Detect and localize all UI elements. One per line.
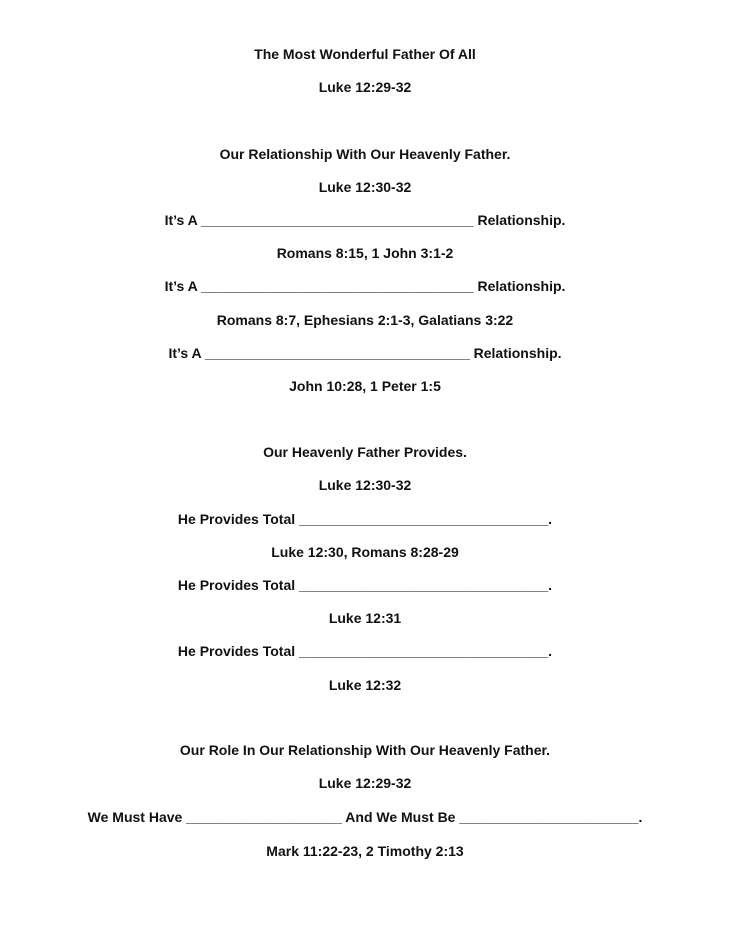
section2-reference: Luke 12:30-32 bbox=[318, 477, 412, 493]
section2-blank3: He Provides Total ________________________________. bbox=[177, 643, 553, 659]
section1-reference: Luke 12:30-32 bbox=[318, 179, 412, 195]
section1-blank1: It’s A ___________________________________ Relationship. bbox=[164, 212, 566, 228]
section2-ref3: Luke 12:32 bbox=[328, 677, 402, 693]
section1-blank3: It’s A __________________________________ Relationship. bbox=[168, 345, 562, 361]
section3-blank1: We Must Have ____________________ And We Must Be _______________________. bbox=[87, 809, 643, 825]
section2-ref1: Luke 12:30, Romans 8:28-29 bbox=[271, 544, 459, 560]
section3-heading: Our Role In Our Relationship With Our Heavenly Father. bbox=[179, 742, 551, 758]
section3-ref1: Mark 11:22-23, 2 Timothy 2:13 bbox=[266, 843, 464, 859]
section1-heading: Our Relationship With Our Heavenly Father. bbox=[219, 146, 511, 162]
section1-blank2: It’s A ___________________________________ Relationship. bbox=[164, 278, 566, 294]
section2-heading: Our Heavenly Father Provides. bbox=[263, 444, 467, 460]
section3-reference: Luke 12:29-32 bbox=[318, 775, 412, 791]
main-reference: Luke 12:29-32 bbox=[318, 79, 412, 95]
section2-blank2: He Provides Total ________________________________. bbox=[177, 577, 553, 593]
section2-blank1: He Provides Total ________________________________. bbox=[177, 511, 553, 527]
section1-ref2: Romans 8:7, Ephesians 2:1-3, Galatians 3:22 bbox=[216, 312, 514, 328]
section1-ref3: John 10:28, 1 Peter 1:5 bbox=[289, 378, 441, 394]
section1-ref1: Romans 8:15, 1 John 3:1-2 bbox=[276, 245, 454, 261]
page-title: The Most Wonderful Father Of All bbox=[254, 46, 476, 62]
section2-ref2: Luke 12:31 bbox=[328, 610, 402, 626]
